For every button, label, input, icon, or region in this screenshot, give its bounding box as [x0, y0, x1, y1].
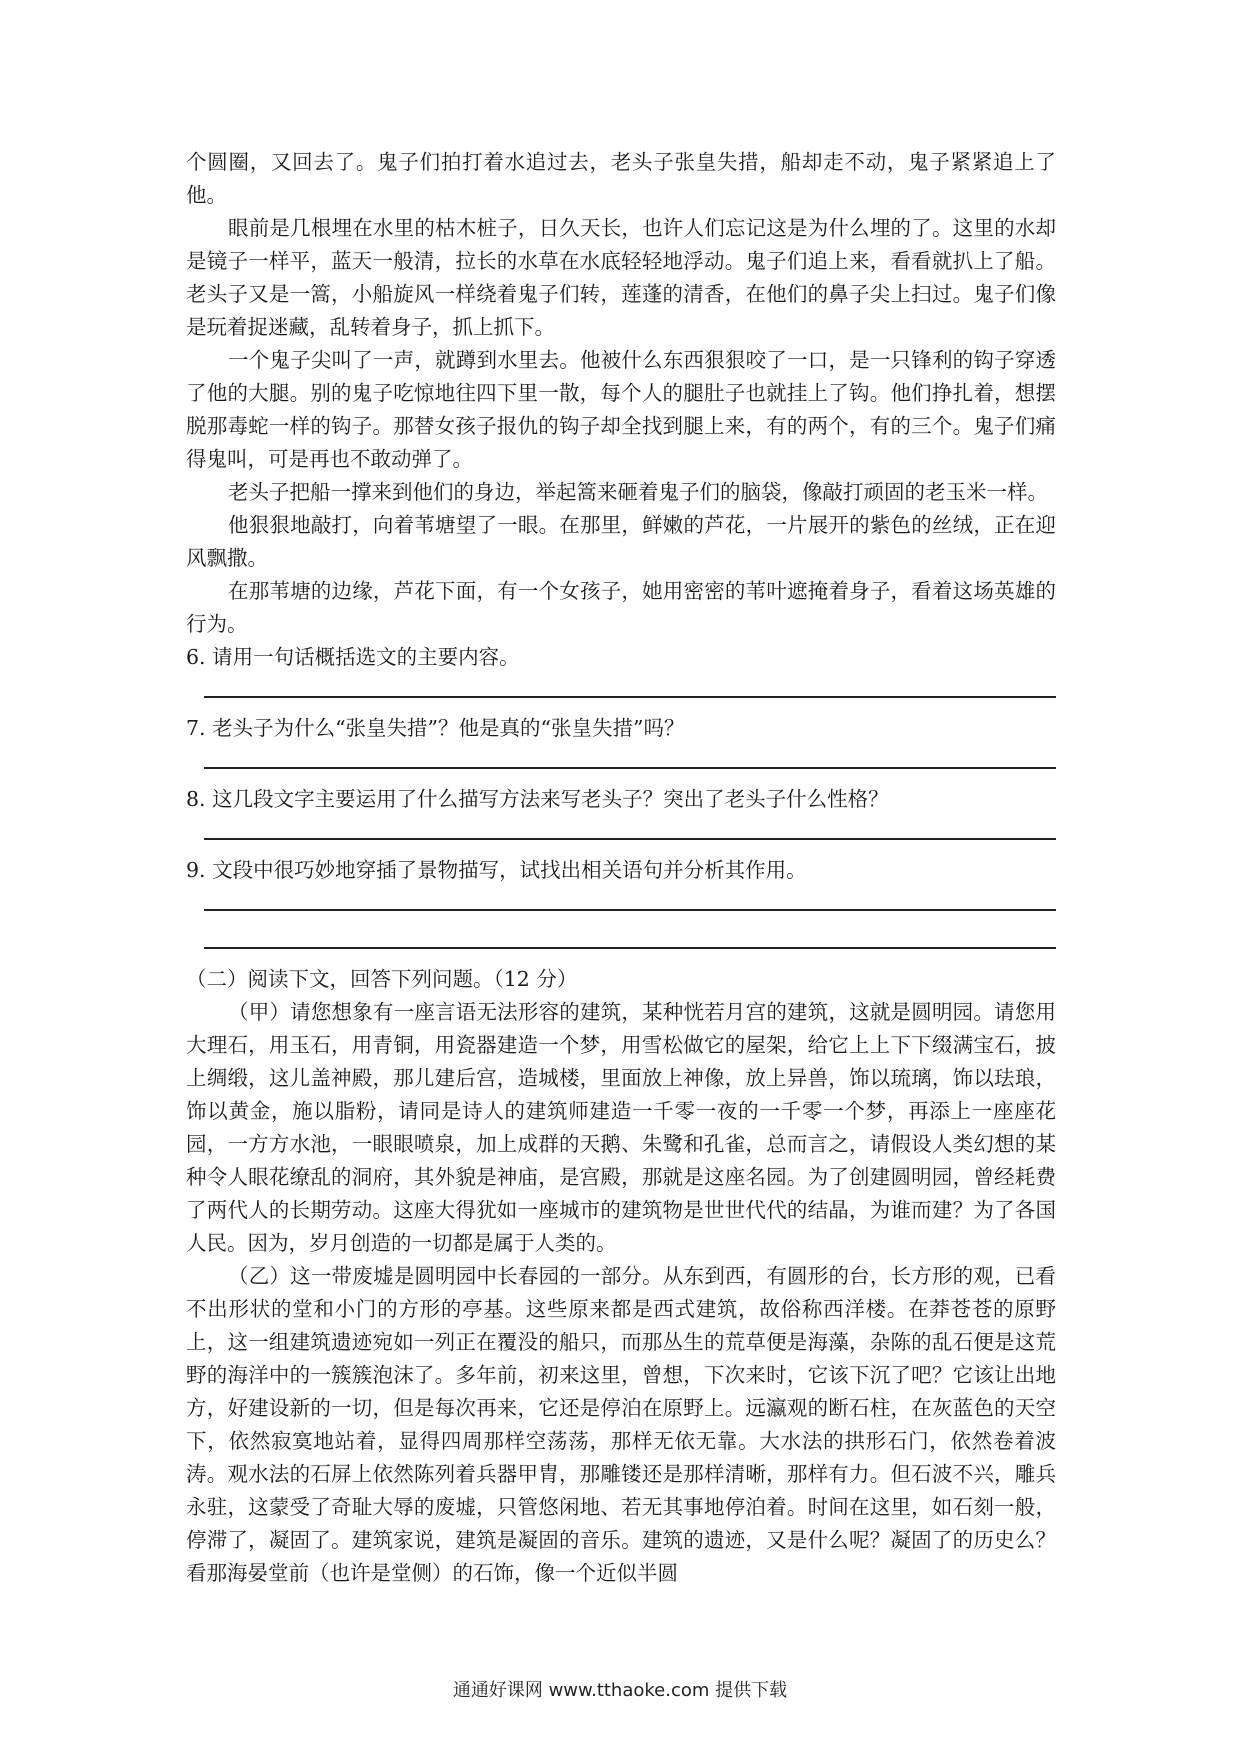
passage-paragraph: 眼前是几根埋在水里的枯木桩子，日久天长，也许人们忘记这是为什么埋的了。这里的水却是镜子一样平，蓝天一般清，拉长的水草在水底轻轻地浮动。鬼子们追上来，看看就扒上了船。老头子又是一篙，小船旋风一样绕着鬼子们转，莲蓬的清香，在他们的鼻子尖上扫过。鬼子们像是玩着捉迷藏，乱转着身子，抓上抓下。	[186, 216, 1056, 339]
answer-line	[204, 745, 1056, 769]
document-page	[186, 146, 1056, 1590]
question-9: 9. 文段中很巧妙地穿插了景物描写，试找出相关语句并分析其作用。	[186, 858, 807, 882]
question-7: 7. 老头子为什么“张皇失措”？他是真的“张皇失措”吗？	[186, 716, 685, 740]
section-paragraph-yi: （乙）这一带废墟是圆明园中长春园的一部分。从东到西，有圆形的台，长方形的观，已看不出形状的堂和小门的方形的亭基。这些原来都是西式建筑，故俗称西洋楼。在莽苍苍的原野上，这一组建筑遗迹宛如一列正在覆没的船只，而那丛生的荒草便是海藻，杂陈的乱石便是这荒野的海洋中的一簇簇泡沫了。多年前，初来这里，曾想，下次来时，它该下沉了吧？它该让出地方，好建设新的一切，但是每次再来，它还是停泊在原野上。远瀛观的断石柱，在灰蓝色的天空下，依然寂寞地站着，显得四周那样空荡荡，那样无依无靠。大水法的拱形石门，依然卷着波涛。观水法的石屏上依然陈列着兵器甲胄，那雕镂还是那样清晰，那样有力。但石波不兴，雕兵永驻，这蒙受了奇耻大辱的废墟，只管悠闲地、若无其事地停泊着。时间在这里，如石刻一般，停滞了，凝固了。建筑家说，建筑是凝固的音乐。建筑的遗迹，又是什么呢？凝固了的历史么？看那海晏堂前（也许是堂侧）的石饰，像一个近似半圆	[186, 1264, 1056, 1585]
passage-paragraph: 他狠狠地敲打，向着苇塘望了一眼。在那里，鲜嫩的芦花，一片展开的紫色的丝绒，正在迎风飘撒。	[186, 513, 1056, 570]
passage-paragraph: 在那苇塘的边缘，芦花下面，有一个女孩子，她用密密的苇叶遮掩着身子，看着这场英雄的行为。	[186, 579, 1056, 636]
passage-paragraph: 一个鬼子尖叫了一声，就蹲到水里去。他被什么东西狠狠咬了一口，是一只锋利的钩子穿透了他的大腿。别的鬼子吃惊地往四下里一散，每个人的腿肚子也就挂上了钩。他们挣扎着，想摆脱那毒蛇一样的钩子。那替女孩子报仇的钩子却全找到腿上来，有的两个，有的三个。鬼子们痛得鬼叫，可是再也不敢动弹了。	[186, 348, 1056, 471]
passage-paragraph: 个圆圈，又回去了。鬼子们拍打着水追过去，老头子张皇失措，船却走不动，鬼子紧紧追上了他。	[186, 150, 1056, 207]
question-6: 6. 请用一句话概括选文的主要内容。	[186, 645, 520, 669]
passage-paragraph: 老头子把船一撑来到他们的身边，举起篙来砸着鬼子们的脑袋，像敲打顽固的老玉米一样。	[228, 480, 1048, 504]
section-paragraph-jia: （甲）请您想象有一座言语无法形容的建筑，某种恍若月宫的建筑，这就是圆明园。请您用大理石，用玉石，用青铜，用瓷器建造一个梦，用雪松做它的屋架，给它上上下下缀满宝石，披上绸缎，这儿盖神殿，那儿建后宫，造城楼，里面放上神像，放上异兽，饰以琉璃，饰以珐琅，饰以黄金，施以脂粉，请同是诗人的建筑师建造一千零一夜的一千零一个梦，再添上一座座花园，一方方水池，一眼眼喷泉，加上成群的天鹅、朱鹭和孔雀，总而言之，请假设人类幻想的某种令人眼花缭乱的洞府，其外貌是神庙，是宫殿，那就是这座名园。为了创建圆明园，曾经耗费了两代人的长期劳动。这座大得犹如一座城市的建筑物是世世代代的结晶，为谁而建？为了各国人民。因为，岁月创造的一切都是属于人类的。	[186, 1000, 1056, 1255]
answer-line	[204, 925, 1056, 949]
answer-line	[204, 816, 1056, 840]
question-8: 8. 这几段文字主要运用了什么描写方法来写老头子？突出了老头子什么性格？	[186, 787, 889, 811]
answer-line	[204, 674, 1056, 698]
answer-line	[204, 887, 1056, 911]
page-footer: 通通好课网 www.tthaoke.com 提供下载	[452, 1680, 788, 1701]
section-title: （二）阅读下文，回答下列问题。（12 分）	[186, 967, 578, 991]
